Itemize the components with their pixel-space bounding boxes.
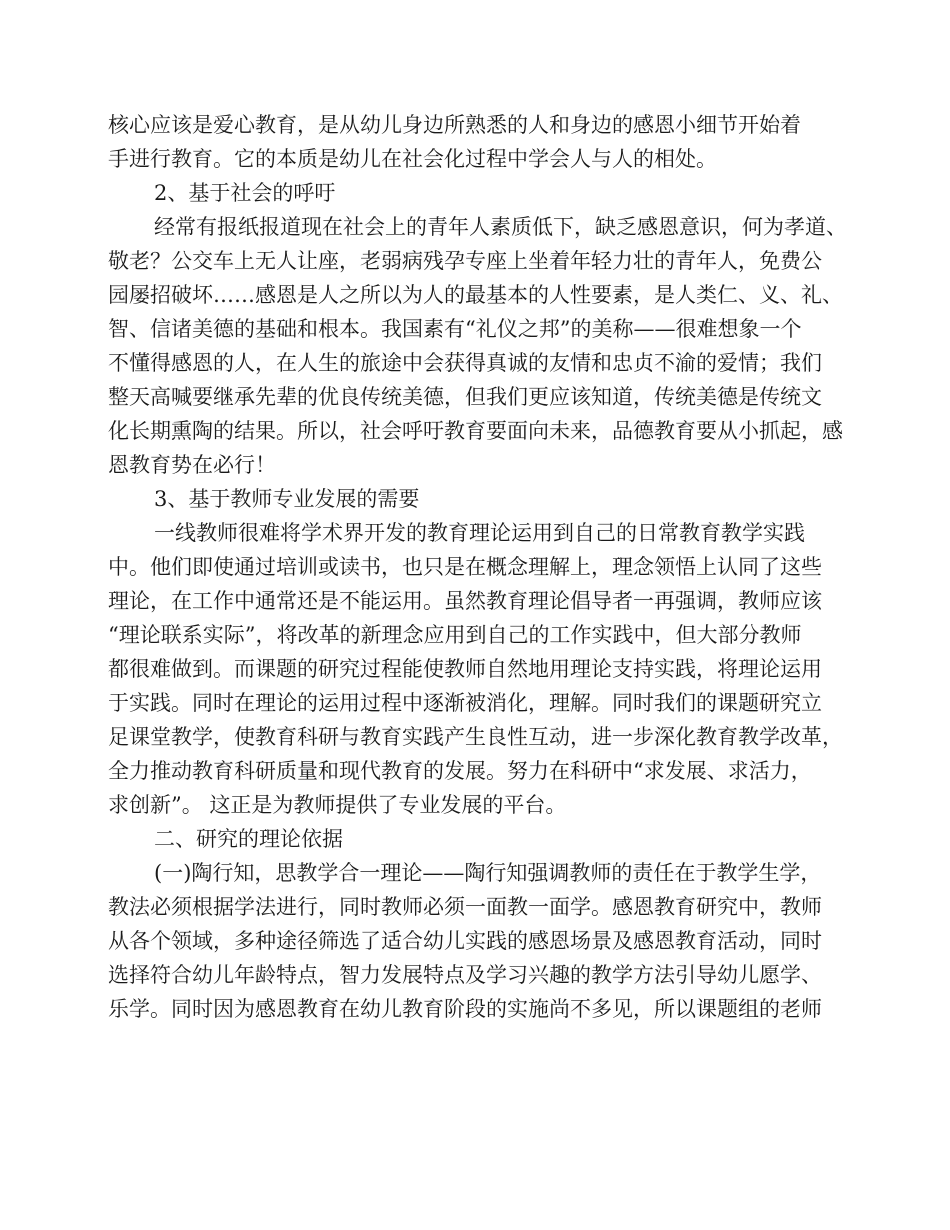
text-line: 核心应该是爱心教育，是从幼儿身边所熟悉的人和身边的感恩小细节开始着 <box>108 113 801 137</box>
text-line: 整天高喊要继承先辈的优良传统美德，但我们更应该知道，传统美德是传统文 <box>108 385 822 409</box>
text-line: 园屡招破坏……感恩是人之所以为人的最基本的人性要素，是人类仁、义、礼、 <box>108 283 843 307</box>
text-line: 恩教育势在必行！ <box>108 453 276 477</box>
text-line: 化长期熏陶的结果。所以，社会呼吁教育要面向未来，品德教育要从小抓起，感 <box>108 419 843 443</box>
text-line: 中。他们即使通过培训或读书，也只是在概念理解上，理念领悟上认同了这些 <box>108 555 822 579</box>
text-line: 敬老？公交车上无人让座，老弱病残孕专座上坐着年轻力壮的青年人，免费公 <box>108 249 822 273</box>
text-line: 都很难做到。而课题的研究过程能使教师自然地用理论支持实践，将理论运用 <box>108 657 822 681</box>
text-line: 智、信诸美德的基础和根本。我国素有“礼仪之邦”的美称——很难想象一个 <box>108 317 802 341</box>
text-line: 手进行教育。它的本质是幼儿在社会化过程中学会人与人的相处。 <box>108 147 717 171</box>
text-line: 求创新”。 这正是为教师提供了专业发展的平台。 <box>108 793 567 817</box>
text-line: 经常有报纸报道现在社会上的青年人素质低下，缺乏感恩意识，何为孝道、 <box>154 215 847 239</box>
section-heading: 二、研究的理论依据 <box>154 827 343 851</box>
text-line: 理论，在工作中通常还是不能运用。虽然教育理论倡导者一再强调，教师应该 <box>108 589 822 613</box>
section-heading: 2、基于社会的呼吁 <box>154 181 336 205</box>
section-heading: 3、基于教师专业发展的需要 <box>154 487 420 511</box>
text-line: 一线教师很难将学术界开发的教育理论运用到自己的日常教育教学实践 <box>154 521 805 545</box>
text-line: “理论联系实际”，将改革的新理念应用到自己的工作实践中，但大部分教师 <box>108 623 802 647</box>
text-line: 乐学。同时因为感恩教育在幼儿教育阶段的实施尚不多见，所以课题组的老师 <box>108 997 822 1021</box>
text-line: 从各个领域，多种途径筛选了适合幼儿实践的感恩场景及感恩教育活动，同时 <box>108 929 822 953</box>
document-body <box>108 108 847 1026</box>
text-line: 不懂得感恩的人，在人生的旅途中会获得真诚的友情和忠贞不渝的爱情；我们 <box>108 351 822 375</box>
text-line: 全力推动教育科研质量和现代教育的发展。努力在科研中“求发展、求活力， <box>108 759 812 783</box>
text-line: (一)陶行知，思教学合一理论——陶行知强调教师的责任在于教学生学， <box>154 861 822 885</box>
text-line: 于实践。同时在理论的运用过程中逐渐被消化，理解。同时我们的课题研究立 <box>108 691 822 715</box>
text-line: 教法必须根据学法进行，同时教师必须一面教一面学。感恩教育研究中，教师 <box>108 895 822 919</box>
text-line: 足课堂教学，使教育科研与教育实践产生良性互动，进一步深化教育教学改革， <box>108 725 843 749</box>
text-line: 选择符合幼儿年龄特点，智力发展特点及学习兴趣的教学方法引导幼儿愿学、 <box>108 963 822 987</box>
